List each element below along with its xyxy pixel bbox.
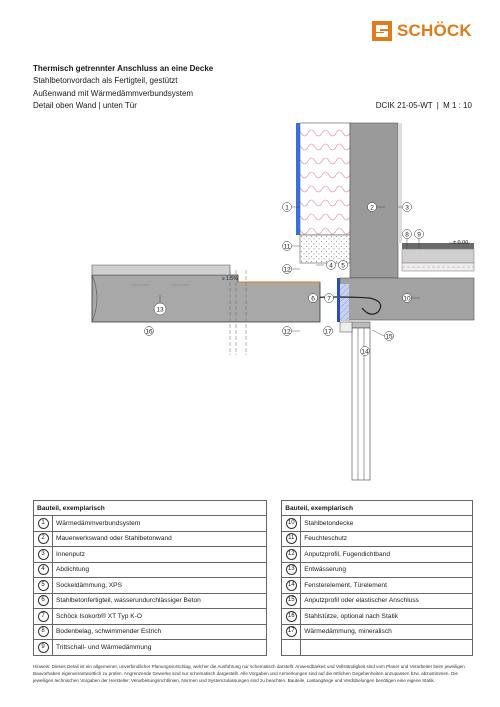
legend-text: Fensterelement, Türelement bbox=[301, 578, 473, 594]
legend-number: 4 bbox=[38, 564, 49, 575]
callout-13: 13 bbox=[156, 306, 164, 314]
legend-number: 3 bbox=[38, 549, 49, 560]
elevation-label: ± 0.00 bbox=[453, 240, 469, 246]
slope-label: ≥ 1.5% bbox=[222, 276, 238, 282]
legend-number: 16 bbox=[286, 611, 297, 622]
etics-insulation bbox=[300, 123, 350, 235]
callout-1: 1 bbox=[285, 204, 289, 212]
legend-row bbox=[34, 531, 473, 547]
callout-11: 11 bbox=[283, 243, 291, 251]
legend-text: Stahlbetonfertigteil, wasserundurchlässiger Beton bbox=[53, 593, 267, 609]
legend-text: Entwässerung bbox=[301, 562, 473, 578]
callout-9: 9 bbox=[417, 231, 421, 239]
disclaimer-note: Hinweis: Dieses Detail ist ein allgemeiner, unverbindlicher Planungsvorschlag, welcher die Ausführung nur schematisch darstellt. Anwendbarkeit und Vollständigkeit sind vom Planer und Verarbeiter beim jeweiligen Bauvorhaben eigenverantwortlich zu prüfen. Angrenzende Gewerke sind nur schematisch dargestellt. Alle Vorgaben und Anmerkungen sind auf die örtlichen Gegebenheiten anzupassen bzw. abzustimmen. Die jeweiligen technischen Vorgaben der Hersteller, Verarbeitungsrichtlinien, Normen und Systemzulassungen sind zu beachten. Bauteile, Lastangänge und Verdübelungen benötigen eine eigene Statik. bbox=[33, 664, 465, 683]
legend-row bbox=[34, 640, 473, 656]
page-title: Thermisch getrennter Anschluss an eine Decke bbox=[33, 64, 214, 73]
brand-name: SCHÖCK bbox=[397, 21, 472, 40]
callout-5: 5 bbox=[341, 262, 345, 270]
legend-number: 2 bbox=[38, 533, 49, 544]
legend-number: 9 bbox=[38, 642, 49, 653]
legend-text: Anputzprofil oder elastischer Anschluss bbox=[301, 593, 473, 609]
legend-text: Feuchteschutz bbox=[301, 531, 473, 547]
callout-4: 4 bbox=[329, 262, 333, 270]
scale: M 1 : 10 bbox=[443, 101, 472, 110]
callout-12: 12 bbox=[283, 266, 291, 274]
etics-render bbox=[296, 123, 300, 235]
legend-number: 10 bbox=[286, 518, 297, 529]
legend-text: Sockeldämmung, XPS bbox=[53, 578, 267, 594]
legend-row bbox=[34, 516, 473, 532]
callout-14: 14 bbox=[361, 348, 369, 356]
callout-12-lower: 12 bbox=[283, 328, 291, 336]
legend-number: 13 bbox=[286, 564, 297, 575]
callout-6: 6 bbox=[311, 295, 315, 303]
detail-code: DCIK 21-05-WT bbox=[375, 101, 433, 110]
legend-number: 11 bbox=[286, 533, 297, 544]
legend-number: 17 bbox=[286, 626, 297, 637]
legend-text: Bodenbelag, schwimmender Estrich bbox=[53, 624, 267, 640]
legend-table bbox=[33, 500, 473, 656]
callout-17: 17 bbox=[324, 328, 332, 336]
callout-3: 3 bbox=[405, 204, 409, 212]
legend-text: Wärmedämmung, mineralisch bbox=[301, 624, 473, 640]
masonry-wall bbox=[350, 123, 398, 278]
legend-text bbox=[301, 640, 473, 656]
subtitle-line-1: Stahlbetonvordach als Fertigteil, gestützt bbox=[33, 76, 178, 85]
legend-header-right: Bauteil, exemplarisch bbox=[282, 501, 473, 516]
legend-text: Wärmedämmverbundsystem bbox=[53, 516, 267, 532]
legend-row bbox=[34, 609, 473, 625]
legend-number: 15 bbox=[286, 595, 297, 606]
mineral-insulation bbox=[300, 235, 350, 263]
subtitle-line-3: Detail oben Wand | unten Tür bbox=[33, 101, 137, 110]
legend-text: Anputzprofil, Fugendichtband bbox=[301, 547, 473, 563]
legend-number: 8 bbox=[38, 626, 49, 637]
legend-text: Innenputz bbox=[53, 547, 267, 563]
legend-number: 5 bbox=[38, 580, 49, 591]
legend-text: Abdichtung bbox=[53, 562, 267, 578]
legend-row bbox=[34, 578, 473, 594]
legend-row bbox=[34, 624, 473, 640]
legend-number: 12 bbox=[286, 549, 297, 560]
internal-plaster bbox=[398, 123, 402, 243]
code-separator: | bbox=[436, 101, 439, 110]
isokorb-insulation bbox=[339, 284, 349, 320]
callout-8: 8 bbox=[405, 231, 409, 239]
legend-row bbox=[34, 547, 473, 563]
legend-text: Stahlstütze, optional nach Statik bbox=[301, 609, 473, 625]
legend-row bbox=[34, 562, 473, 578]
callout-15: 15 bbox=[385, 333, 393, 341]
legend-number: 6 bbox=[38, 595, 49, 606]
callout-10: 10 bbox=[403, 295, 411, 303]
subtitle-line-2: Außenwand mit Wärmedämmverbundsystem bbox=[33, 89, 194, 98]
legend-text: Trittschall- und Wärmedämmung bbox=[53, 640, 267, 656]
callout-2: 2 bbox=[370, 204, 374, 212]
legend-number: 1 bbox=[38, 518, 49, 529]
waterproofing bbox=[337, 278, 340, 322]
legend-number: 7 bbox=[38, 611, 49, 622]
screed bbox=[402, 249, 474, 263]
legend-row bbox=[34, 593, 473, 609]
callout-16: 16 bbox=[145, 328, 153, 336]
legend-text: Mauerwerkswand oder Stahlbetonwand bbox=[53, 531, 267, 547]
legend-header-left: Bauteil, exemplarisch bbox=[34, 501, 267, 516]
callout-7: 7 bbox=[327, 295, 331, 303]
legend-number: 14 bbox=[286, 580, 297, 591]
legend-text: Schöck Isokorb® XT Typ K-O bbox=[53, 609, 267, 625]
legend-text: Stahlbetondecke bbox=[301, 516, 473, 532]
